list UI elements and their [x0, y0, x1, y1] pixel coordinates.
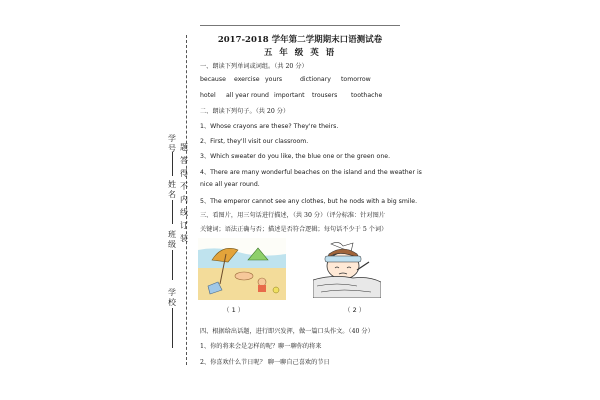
sick-boy-picture: [313, 240, 381, 298]
word: toothache: [351, 92, 383, 99]
topic-1: 1、你的将来会是怎样的呢？聊一聊你的将来: [200, 343, 322, 350]
picture-2-caption: （ 2 ）: [344, 306, 366, 314]
sentence-3: 3、Which sweater do you like, the blue one or the green one.: [200, 153, 391, 160]
topic-2: 2、你喜欢什么节日呢？ 聊一聊自己喜欢的节日: [200, 359, 330, 366]
student-number-label: 学 号: [168, 134, 176, 153]
ice-pack-icon: [325, 256, 361, 262]
word: important: [274, 92, 305, 99]
word: yours: [265, 76, 283, 83]
exam-subtitle: 五 年 级 英 语: [263, 48, 337, 58]
binding-notice: 题 答 得 不 内 线 订 装: [180, 143, 188, 243]
name-line[interactable]: [172, 200, 173, 224]
section4-heading: 四、根据给出话题，进行即兴发挥，做一篇口头作文。（40 分）: [200, 328, 374, 335]
school-label: 学 校: [168, 288, 176, 307]
word: hotel: [200, 92, 216, 99]
word: dictionary: [300, 76, 331, 83]
sentence-4: 4、There are many wonderful beaches on the island and the weather is: [200, 169, 422, 176]
word: all year round: [226, 92, 269, 99]
sentence-1: 1、Whose crayons are these? They're theirs.: [200, 123, 339, 130]
ball-icon: [273, 287, 279, 293]
student-number-line[interactable]: [172, 152, 173, 176]
exam-title: 2017-2018 学年第二学期期末口语测试卷: [217, 35, 383, 45]
class-label: 班 级: [168, 230, 176, 249]
section3-criteria: 关键词；语法正确与否；描述是否符合逻辑；每句话不少于 5 个词）: [200, 226, 388, 233]
picture-1-caption: （ 1 ）: [223, 306, 245, 314]
sentence-2: 2、First, they'll visit our classroom.: [200, 138, 309, 145]
child-icon: [258, 278, 266, 286]
person-lying-icon: [235, 272, 253, 280]
school-line[interactable]: [172, 308, 173, 348]
section3-heading: 三、看图片，用三句话进行描述，（共 30 分）（评分标准：针对图片: [200, 212, 386, 219]
word: exercise: [234, 76, 260, 83]
class-line[interactable]: [172, 250, 173, 280]
word: because: [200, 76, 226, 83]
section1-heading: 一、朗读下列单词或词组。（共 20 分）: [200, 63, 308, 70]
word: trousers: [312, 92, 338, 99]
sentence-5: 5、The emperor cannot see any clothes, but he nods with a big smile.: [200, 198, 418, 205]
header-rule: [200, 25, 400, 26]
beach-scene-picture: [198, 238, 286, 300]
word: tomorrow: [341, 76, 371, 83]
name-label: 姓 名: [168, 180, 176, 199]
sentence-4-continued: nice all year round.: [200, 181, 260, 188]
blanket-icon: [313, 276, 381, 298]
child-clothes-icon: [258, 285, 266, 292]
section2-heading: 二、朗读下列句子。（共 20 分）: [200, 108, 290, 115]
